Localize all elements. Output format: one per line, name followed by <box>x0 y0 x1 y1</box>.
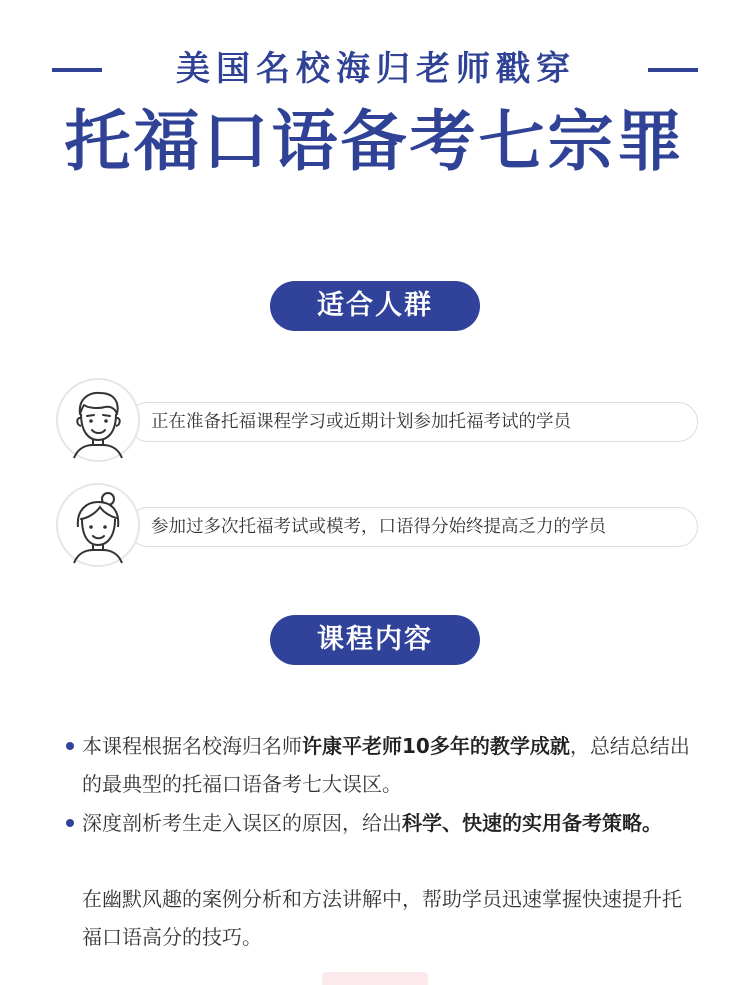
subtitle-left-dash <box>52 68 102 72</box>
audience-text: 正在准备托福课程学习或近期计划参加托福考试的学员 <box>151 412 571 432</box>
audience-item <box>54 376 704 466</box>
subtitle-row <box>0 44 750 94</box>
bullet-dot <box>66 742 74 750</box>
male-avatar-icon <box>56 378 140 462</box>
audience-text-box <box>128 402 698 442</box>
audience-text: 参加过多次托福考试或模考，口语得分始终提高乏力的学员 <box>151 517 606 537</box>
subtitle: 美国名校海归老师戳穿 <box>176 49 576 89</box>
bullet-text-plain: 深度剖析考生走入误区的原因，给出 <box>82 811 402 835</box>
section-label-course: 课程内容 <box>270 615 480 665</box>
bullet-text <box>82 727 692 803</box>
audience-text-box <box>128 507 698 547</box>
subtitle-right-dash <box>648 68 698 72</box>
bullet-text-bold: 科学、快速的实用备考策略。 <box>402 811 662 835</box>
course-paragraph: 在幽默风趣的案例分析和方法讲解中，帮助学员迅速掌握快速提升托福口语高分的技巧。 <box>82 887 682 949</box>
bullet-text-bold: 许康平老师10多年的教学成就 <box>302 734 570 758</box>
bullet-dot <box>66 819 74 827</box>
audience-item <box>54 481 704 571</box>
bottom-decoration <box>322 972 428 985</box>
page-title: 托福口语备考七宗罪 <box>64 103 686 180</box>
section-label-audience: 适合人群 <box>270 281 480 331</box>
female-avatar-icon <box>56 483 140 567</box>
bullet-text <box>82 804 692 842</box>
bullet-text-plain: ，总结总结出的最典型的托福口语备考七大误区。 <box>82 734 690 796</box>
bullet-text-plain: 本课程根据名校海归名师 <box>82 734 302 758</box>
